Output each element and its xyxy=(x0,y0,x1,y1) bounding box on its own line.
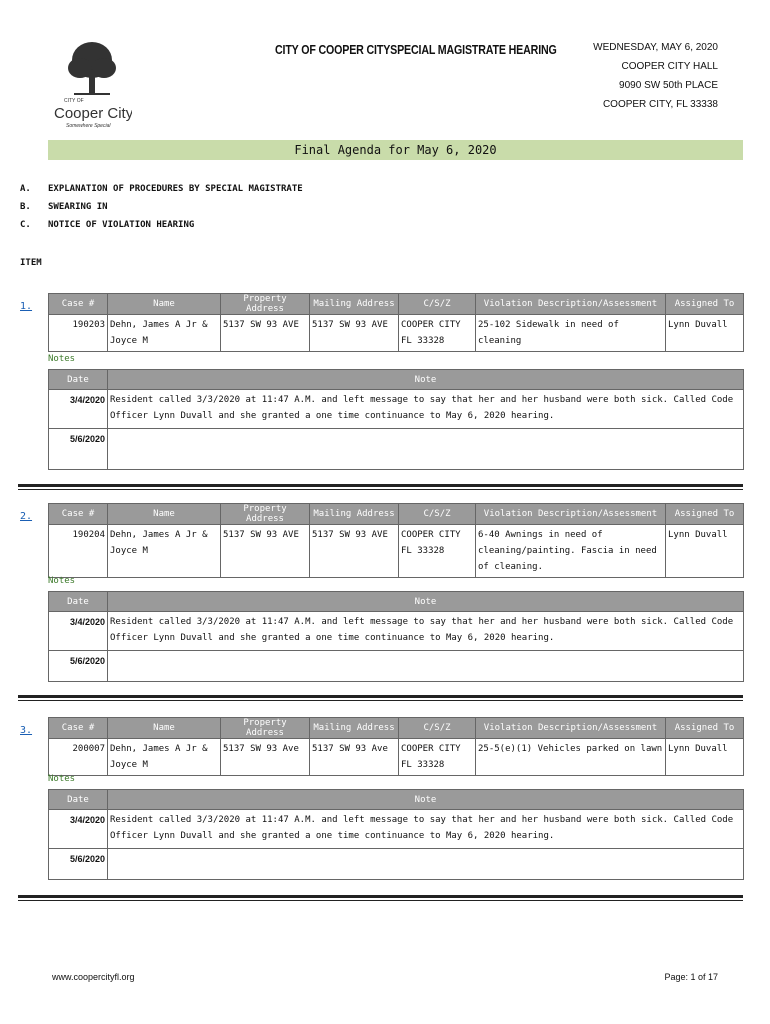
property-address: 5137 SW 93 Ave xyxy=(221,739,310,776)
col-name: Name xyxy=(108,504,221,525)
note-text xyxy=(108,651,744,682)
notes-table xyxy=(48,369,744,470)
tree-icon xyxy=(52,38,132,133)
col-note: Note xyxy=(108,370,744,390)
notes-label: Notes xyxy=(48,774,76,784)
col-property: Property Address xyxy=(221,294,310,315)
note-row xyxy=(49,612,744,651)
notes-label: Notes xyxy=(48,354,76,364)
city-state-zip: COOPER CITY FL 33328 xyxy=(399,525,476,578)
table-row xyxy=(49,739,744,776)
procedure-text: NOTICE OF VIOLATION HEARING xyxy=(48,220,195,230)
col-property: Property Address xyxy=(221,504,310,525)
procedure-item xyxy=(20,198,303,216)
mailing-address: 5137 SW 93 AVE xyxy=(310,525,399,578)
item-separator-thin xyxy=(18,900,743,901)
owner-name: Dehn, James A Jr & Joyce M xyxy=(108,739,221,776)
city-state-zip: COOPER CITY FL 33328 xyxy=(399,315,476,352)
case-number: 190203 xyxy=(49,315,108,352)
case-table xyxy=(48,717,744,776)
col-assigned: Assigned To xyxy=(666,504,744,525)
note-row xyxy=(49,849,744,880)
note-row xyxy=(49,390,744,429)
col-date: Date xyxy=(49,790,108,810)
agenda-banner: Final Agenda for May 6, 2020 xyxy=(48,140,743,160)
logo-small-text: CITY OF xyxy=(64,98,84,104)
col-mailing: Mailing Address xyxy=(310,504,399,525)
col-violation: Violation Description/Assessment xyxy=(476,294,666,315)
owner-name: Dehn, James A Jr & Joyce M xyxy=(108,525,221,578)
item-separator xyxy=(18,484,743,487)
item-number-link[interactable]: 2. xyxy=(20,511,33,522)
notes-table xyxy=(48,789,744,880)
procedure-text: EXPLANATION OF PROCEDURES BY SPECIAL MAGISTRATE xyxy=(48,184,303,194)
logo-main-text: Cooper City xyxy=(54,105,132,122)
note-text xyxy=(108,429,744,470)
procedure-letter: A. xyxy=(20,184,31,194)
notes-label: Notes xyxy=(48,576,76,586)
note-date: 5/6/2020 xyxy=(49,849,108,880)
note-date: 3/4/2020 xyxy=(49,612,108,651)
notes-header-row xyxy=(49,370,744,390)
table-row xyxy=(49,315,744,352)
col-note: Note xyxy=(108,592,744,612)
note-date: 5/6/2020 xyxy=(49,651,108,682)
note-date: 3/4/2020 xyxy=(49,390,108,429)
col-mailing: Mailing Address xyxy=(310,718,399,739)
venue: COOPER CITY HALL xyxy=(621,61,718,72)
note-row xyxy=(49,651,744,682)
city-logo xyxy=(52,38,132,133)
col-case: Case # xyxy=(49,504,108,525)
col-csz: C/S/Z xyxy=(399,718,476,739)
col-case: Case # xyxy=(49,294,108,315)
procedure-letter: C. xyxy=(20,220,31,230)
item-separator xyxy=(18,895,743,898)
hearing-date: WEDNESDAY, MAY 6, 2020 xyxy=(593,42,718,53)
case-table xyxy=(48,293,744,352)
table-row xyxy=(49,525,744,578)
violation-description: 25-102 Sidewalk in need of cleaning xyxy=(476,315,666,352)
case-table xyxy=(48,503,744,578)
mailing-address: 5137 SW 93 AVE xyxy=(310,315,399,352)
notes-header-row xyxy=(49,790,744,810)
property-address: 5137 SW 93 AVE xyxy=(221,315,310,352)
col-assigned: Assigned To xyxy=(666,718,744,739)
procedure-text: SWEARING IN xyxy=(48,202,108,212)
col-violation: Violation Description/Assessment xyxy=(476,718,666,739)
logo-tagline: Somewhere Special xyxy=(66,123,111,129)
col-violation: Violation Description/Assessment xyxy=(476,504,666,525)
col-csz: C/S/Z xyxy=(399,504,476,525)
owner-name: Dehn, James A Jr & Joyce M xyxy=(108,315,221,352)
violation-description: 25-5(e)(1) Vehicles parked on lawn xyxy=(476,739,666,776)
col-name: Name xyxy=(108,718,221,739)
violation-description: 6-40 Awnings in need of cleaning/painting. Fascia in need of cleaning. xyxy=(476,525,666,578)
note-date: 3/4/2020 xyxy=(49,810,108,849)
procedure-item xyxy=(20,180,303,198)
col-date: Date xyxy=(49,592,108,612)
procedure-letter: B. xyxy=(20,202,31,212)
note-date: 5/6/2020 xyxy=(49,429,108,470)
col-assigned: Assigned To xyxy=(666,294,744,315)
note-text: Resident called 3/3/2020 at 11:47 A.M. and left message to say that her and her husband were both sick. Called Code Officer Lynn Duvall and she granted a one time continuance to May 6, 2020 hearing. xyxy=(108,612,744,651)
case-number: 190204 xyxy=(49,525,108,578)
address: 9090 SW 50th PLACE xyxy=(619,80,718,91)
item-separator-thin xyxy=(18,700,743,701)
item-separator-thin xyxy=(18,489,743,490)
case-number: 200007 xyxy=(49,739,108,776)
header-info xyxy=(593,38,718,114)
note-text xyxy=(108,849,744,880)
item-header: ITEM xyxy=(20,258,42,268)
item-number-link[interactable]: 1. xyxy=(20,301,33,312)
procedure-item xyxy=(20,216,303,234)
note-row xyxy=(49,810,744,849)
notes-table xyxy=(48,591,744,682)
col-note: Note xyxy=(108,790,744,810)
col-csz: C/S/Z xyxy=(399,294,476,315)
col-mailing: Mailing Address xyxy=(310,294,399,315)
note-row xyxy=(49,429,744,470)
property-address: 5137 SW 93 AVE xyxy=(221,525,310,578)
case-header-row xyxy=(49,718,744,739)
footer-website[interactable]: www.coopercityfl.org xyxy=(52,972,135,982)
note-text: Resident called 3/3/2020 at 11:47 A.M. and left message to say that her and her husband were both sick. Called Code Officer Lynn Duvall and she granted a one time continuance to May 6, 2020 hearing. xyxy=(108,810,744,849)
note-text: Resident called 3/3/2020 at 11:47 A.M. and left message to say that her and her husband were both sick. Called Code Officer Lynn Duvall and she granted a one time continuance to May 6, 2020 hearing. xyxy=(108,390,744,429)
col-case: Case # xyxy=(49,718,108,739)
col-property: Property Address xyxy=(221,718,310,739)
assigned-officer: Lynn Duvall xyxy=(666,739,744,776)
notes-header-row xyxy=(49,592,744,612)
city-state-zip: COOPER CITY FL 33328 xyxy=(399,739,476,776)
col-name: Name xyxy=(108,294,221,315)
mailing-address: 5137 SW 93 Ave xyxy=(310,739,399,776)
col-date: Date xyxy=(49,370,108,390)
footer-page-number: Page: 1 of 17 xyxy=(664,972,718,982)
city-line: COOPER CITY, FL 33338 xyxy=(602,99,718,110)
procedures-list xyxy=(20,180,303,234)
item-number-link[interactable]: 3. xyxy=(20,725,33,736)
assigned-officer: Lynn Duvall xyxy=(666,525,744,578)
item-separator xyxy=(18,695,743,698)
page-title: CITY OF COOPER CITYSPECIAL MAGISTRATE HEARING xyxy=(275,42,557,57)
case-header-row xyxy=(49,294,744,315)
case-header-row xyxy=(49,504,744,525)
assigned-officer: Lynn Duvall xyxy=(666,315,744,352)
